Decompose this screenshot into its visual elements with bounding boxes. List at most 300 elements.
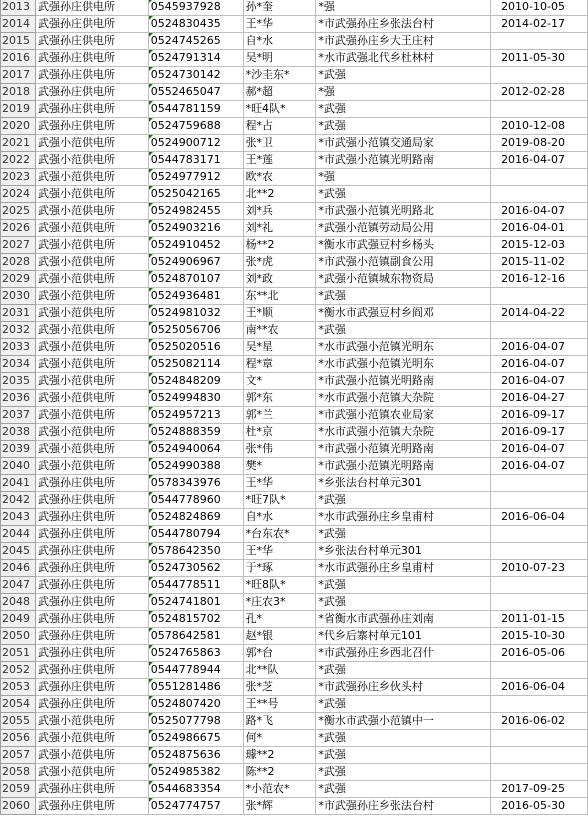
cell-unit[interactable]: 武强小范供电所 — [35, 237, 148, 254]
cell-date[interactable]: 2016-04-07 — [490, 339, 587, 356]
cell-unit[interactable]: 武强孙庄供电所 — [35, 560, 148, 577]
cell-address[interactable]: *武强 — [316, 186, 491, 203]
cell-date[interactable] — [490, 67, 587, 84]
row-number[interactable]: 2027 — [1, 237, 36, 254]
cell-name[interactable]: 东**北 — [243, 288, 316, 305]
row-number[interactable]: 2029 — [1, 271, 36, 288]
cell-date[interactable] — [490, 322, 587, 339]
cell-address[interactable]: *水市武强孙庄乡皇甫村 — [316, 560, 491, 577]
row-number[interactable]: 2047 — [1, 577, 36, 594]
row-number[interactable]: 2057 — [1, 747, 36, 764]
cell-unit[interactable]: 武强孙庄供电所 — [35, 492, 148, 509]
cell-address[interactable]: *衡水市武强豆村乡杨头 — [316, 237, 491, 254]
row-number[interactable]: 2043 — [1, 509, 36, 526]
cell-account[interactable]: 0524875636 — [148, 747, 243, 764]
cell-unit[interactable]: 武强孙庄供电所 — [35, 84, 148, 101]
row-number[interactable]: 2060 — [1, 798, 36, 815]
cell-name[interactable]: 王*莲 — [243, 152, 316, 169]
cell-name[interactable]: 文* — [243, 373, 316, 390]
cell-account[interactable]: 0552465047 — [148, 84, 243, 101]
cell-unit[interactable]: 武强小范供电所 — [35, 764, 148, 781]
cell-address[interactable]: *武强 — [316, 577, 491, 594]
cell-unit[interactable]: 武强小范供电所 — [35, 254, 148, 271]
cell-address[interactable]: *省衡水市武强孙庄刘南 — [316, 611, 491, 628]
cell-account[interactable]: 0524910452 — [148, 237, 243, 254]
cell-account[interactable]: 0551281486 — [148, 679, 243, 696]
cell-date[interactable] — [490, 492, 587, 509]
cell-date[interactable]: 2016-09-17 — [490, 424, 587, 441]
row-number[interactable]: 2042 — [1, 492, 36, 509]
row-number[interactable]: 2053 — [1, 679, 36, 696]
cell-account[interactable]: 0525082114 — [148, 356, 243, 373]
row-number[interactable]: 2041 — [1, 475, 36, 492]
cell-date[interactable]: 2010-07-23 — [490, 560, 587, 577]
row-number[interactable]: 2020 — [1, 118, 36, 135]
cell-name[interactable]: 杨**2 — [243, 237, 316, 254]
cell-address[interactable]: *市武强孙庄乡张法台村 — [316, 798, 491, 815]
cell-name[interactable]: 南**农 — [243, 322, 316, 339]
cell-address[interactable]: *市武强小范镇光明路南 — [316, 152, 491, 169]
cell-date[interactable]: 2016-04-07 — [490, 373, 587, 390]
cell-name[interactable]: 王*华 — [243, 475, 316, 492]
row-number[interactable]: 2059 — [1, 781, 36, 798]
cell-name[interactable]: *沙圭东* — [243, 67, 316, 84]
cell-account[interactable]: 0524981032 — [148, 305, 243, 322]
cell-address[interactable]: *水市武强小范镇大杂院 — [316, 424, 491, 441]
cell-name[interactable]: 吴*星 — [243, 339, 316, 356]
cell-address[interactable]: *水市武强小范镇光明东 — [316, 339, 491, 356]
row-number[interactable]: 2022 — [1, 152, 36, 169]
cell-unit[interactable]: 武强孙庄供电所 — [35, 645, 148, 662]
row-number[interactable]: 2028 — [1, 254, 36, 271]
cell-address[interactable]: *市武强小范镇交通局家 — [316, 135, 491, 152]
table-row — [1, 33, 588, 50]
cell-address[interactable]: *市武强小范镇光明路南 — [316, 458, 491, 475]
cell-name[interactable]: 北**队 — [243, 662, 316, 679]
cell-name[interactable]: 欧*农 — [243, 169, 316, 186]
cell-unit[interactable]: 武强孙庄供电所 — [35, 526, 148, 543]
cell-unit[interactable]: 武强小范供电所 — [35, 424, 148, 441]
cell-account[interactable]: 0524936481 — [148, 288, 243, 305]
cell-unit[interactable]: 武强小范供电所 — [35, 390, 148, 407]
cell-date[interactable]: 2014-04-22 — [490, 305, 587, 322]
cell-date[interactable]: 2014-02-17 — [490, 16, 587, 33]
cell-account[interactable]: 0578642581 — [148, 628, 243, 645]
table-row — [1, 356, 588, 373]
row-number[interactable]: 2056 — [1, 730, 36, 747]
cell-account[interactable]: 0524940064 — [148, 441, 243, 458]
cell-date[interactable]: 2016-04-07 — [490, 203, 587, 220]
cell-address[interactable]: *武强小范镇城东物资局 — [316, 271, 491, 288]
cell-name[interactable]: 孙*奎 — [243, 0, 316, 16]
cell-address[interactable]: *武强 — [316, 322, 491, 339]
cell-account[interactable]: 0524807420 — [148, 696, 243, 713]
cell-unit[interactable]: 武强孙庄供电所 — [35, 577, 148, 594]
cell-date[interactable]: 2015-11-02 — [490, 254, 587, 271]
cell-account[interactable]: 0524985382 — [148, 764, 243, 781]
cell-name[interactable]: 张*辉 — [243, 798, 316, 815]
cell-unit[interactable]: 武强孙庄供电所 — [35, 118, 148, 135]
cell-name[interactable]: 刘*礼 — [243, 220, 316, 237]
cell-address[interactable]: *市武强小范镇光明路南 — [316, 373, 491, 390]
cell-date[interactable]: 2016-06-02 — [490, 713, 587, 730]
cell-name[interactable]: 王*华 — [243, 543, 316, 560]
cell-address[interactable]: *武强 — [316, 288, 491, 305]
cell-date[interactable]: 2016-04-07 — [490, 441, 587, 458]
cell-address[interactable]: *武强 — [316, 730, 491, 747]
cell-date[interactable]: 2016-04-07 — [490, 356, 587, 373]
cell-date[interactable] — [490, 543, 587, 560]
cell-date[interactable] — [490, 526, 587, 543]
cell-date[interactable] — [490, 764, 587, 781]
cell-unit[interactable]: 武强小范供电所 — [35, 713, 148, 730]
cell-address[interactable]: *武强 — [316, 101, 491, 118]
cell-address[interactable]: *强 — [316, 84, 491, 101]
row-number[interactable]: 2046 — [1, 560, 36, 577]
cell-name[interactable]: 张*芝 — [243, 679, 316, 696]
cell-account[interactable]: 0524741801 — [148, 594, 243, 611]
cell-unit[interactable]: 武强孙庄供电所 — [35, 67, 148, 84]
cell-unit[interactable]: 武强小范供电所 — [35, 271, 148, 288]
cell-address[interactable]: *市武强孙庄乡张法台村 — [316, 16, 491, 33]
cell-name[interactable]: 程*占 — [243, 118, 316, 135]
cell-unit[interactable]: 武强孙庄供电所 — [35, 696, 148, 713]
row-number[interactable]: 2037 — [1, 407, 36, 424]
cell-unit[interactable]: 武强小范供电所 — [35, 373, 148, 390]
cell-address[interactable]: *水市武强小范镇光明东 — [316, 356, 491, 373]
cell-name[interactable]: 张*伟 — [243, 441, 316, 458]
cell-unit[interactable]: 武强孙庄供电所 — [35, 662, 148, 679]
cell-account[interactable]: 0525056706 — [148, 322, 243, 339]
cell-name[interactable]: 王*顺 — [243, 305, 316, 322]
row-number[interactable]: 2051 — [1, 645, 36, 662]
cell-date[interactable]: 2016-05-30 — [490, 798, 587, 815]
row-number[interactable]: 2052 — [1, 662, 36, 679]
cell-address[interactable]: *市武强孙庄乡西北召什 — [316, 645, 491, 662]
row-number[interactable]: 2033 — [1, 339, 36, 356]
cell-address[interactable]: *水市武强北代乡杜林村 — [316, 50, 491, 67]
cell-account[interactable]: 0524745265 — [148, 33, 243, 50]
cell-account[interactable]: 0524870107 — [148, 271, 243, 288]
cell-date[interactable] — [490, 696, 587, 713]
cell-name[interactable]: 北**2 — [243, 186, 316, 203]
cell-unit[interactable]: 武强孙庄供电所 — [35, 781, 148, 798]
cell-address[interactable]: *强 — [316, 0, 491, 16]
cell-account[interactable]: 0578343976 — [148, 475, 243, 492]
row-number[interactable]: 2045 — [1, 543, 36, 560]
cell-address[interactable]: *武强 — [316, 594, 491, 611]
cell-account[interactable]: 0544778960 — [148, 492, 243, 509]
cell-account[interactable]: 0544778511 — [148, 577, 243, 594]
cell-name[interactable]: 孔* — [243, 611, 316, 628]
cell-date[interactable] — [490, 577, 587, 594]
cell-address[interactable]: *武强 — [316, 662, 491, 679]
cell-account[interactable]: 0524888359 — [148, 424, 243, 441]
cell-date[interactable]: 2016-06-04 — [490, 679, 587, 696]
cell-date[interactable]: 2011-05-30 — [490, 50, 587, 67]
cell-name[interactable]: 郭*兰 — [243, 407, 316, 424]
row-number[interactable]: 2058 — [1, 764, 36, 781]
cell-account[interactable]: 0524903216 — [148, 220, 243, 237]
cell-name[interactable]: *旺4队* — [243, 101, 316, 118]
cell-address[interactable]: *代乡后寨村单元101 — [316, 628, 491, 645]
row-number[interactable]: 2054 — [1, 696, 36, 713]
row-number[interactable]: 2016 — [1, 50, 36, 67]
cell-unit[interactable]: 武强小范供电所 — [35, 169, 148, 186]
cell-address[interactable]: *乡张法台村单元301 — [316, 543, 491, 560]
cell-account[interactable]: 0524824869 — [148, 509, 243, 526]
table-row — [1, 645, 588, 662]
cell-name[interactable]: 程*章 — [243, 356, 316, 373]
cell-date[interactable]: 2016-05-06 — [490, 645, 587, 662]
cell-account[interactable]: 0544778944 — [148, 662, 243, 679]
cell-account[interactable]: 0544781159 — [148, 101, 243, 118]
cell-name[interactable]: 杜*京 — [243, 424, 316, 441]
cell-name[interactable]: 张*虎 — [243, 254, 316, 271]
cell-account[interactable]: 0524990388 — [148, 458, 243, 475]
cell-date[interactable] — [490, 747, 587, 764]
cell-name[interactable]: 王*华 — [243, 16, 316, 33]
cell-name[interactable]: 吴*明 — [243, 50, 316, 67]
cell-unit[interactable]: 武强小范供电所 — [35, 152, 148, 169]
cell-name[interactable]: 刘*兵 — [243, 203, 316, 220]
cell-account[interactable]: 0524759688 — [148, 118, 243, 135]
cell-name[interactable]: 王**号 — [243, 696, 316, 713]
row-number[interactable]: 2030 — [1, 288, 36, 305]
row-number[interactable]: 2049 — [1, 611, 36, 628]
cell-date[interactable]: 2010-10-05 — [490, 0, 587, 16]
cell-address[interactable]: *武强 — [316, 764, 491, 781]
row-number[interactable]: 2031 — [1, 305, 36, 322]
cell-account[interactable]: 0544783171 — [148, 152, 243, 169]
cell-unit[interactable]: 武强孙庄供电所 — [35, 594, 148, 611]
row-number[interactable]: 2039 — [1, 441, 36, 458]
table-row — [1, 322, 588, 339]
cell-unit[interactable]: 武强小范供电所 — [35, 203, 148, 220]
cell-date[interactable]: 2016-04-27 — [490, 390, 587, 407]
row-number[interactable]: 2017 — [1, 67, 36, 84]
row-number[interactable]: 2034 — [1, 356, 36, 373]
cell-account[interactable]: 0524830435 — [148, 16, 243, 33]
cell-address[interactable]: *市武强孙庄乡伙头村 — [316, 679, 491, 696]
cell-account[interactable]: 0525077798 — [148, 713, 243, 730]
cell-unit[interactable]: 武强孙庄供电所 — [35, 101, 148, 118]
row-number[interactable]: 2024 — [1, 186, 36, 203]
cell-address[interactable]: *武强 — [316, 118, 491, 135]
cell-unit[interactable]: 武强小范供电所 — [35, 356, 148, 373]
cell-unit[interactable]: 武强孙庄供电所 — [35, 611, 148, 628]
cell-account[interactable]: 0524957213 — [148, 407, 243, 424]
cell-unit[interactable]: 武强孙庄供电所 — [35, 543, 148, 560]
row-number[interactable]: 2014 — [1, 16, 36, 33]
cell-unit[interactable]: 武强小范供电所 — [35, 747, 148, 764]
cell-date[interactable]: 2016-09-17 — [490, 407, 587, 424]
cell-account[interactable]: 0525020516 — [148, 339, 243, 356]
cell-name[interactable]: 郝*超 — [243, 84, 316, 101]
cell-date[interactable]: 2016-04-07 — [490, 152, 587, 169]
cell-date[interactable] — [490, 730, 587, 747]
table-row — [1, 458, 588, 475]
cell-address[interactable]: *强 — [316, 169, 491, 186]
cell-date[interactable]: 2010-12-08 — [490, 118, 587, 135]
cell-address[interactable]: *水市武强小范镇大杂院 — [316, 390, 491, 407]
cell-account[interactable]: 0524982455 — [148, 203, 243, 220]
cell-address[interactable]: *市武强小范镇农业局家 — [316, 407, 491, 424]
cell-address[interactable]: *武强 — [316, 747, 491, 764]
cell-date[interactable]: 2015-10-30 — [490, 628, 587, 645]
cell-name[interactable]: *旺8队* — [243, 577, 316, 594]
cell-name[interactable]: 自*水 — [243, 509, 316, 526]
cell-name[interactable]: 路*飞 — [243, 713, 316, 730]
table-row — [1, 424, 588, 441]
cell-account[interactable]: 0524986675 — [148, 730, 243, 747]
cell-date[interactable]: 2012-02-28 — [490, 84, 587, 101]
cell-address[interactable]: *武强小范镇劳动局公用 — [316, 220, 491, 237]
cell-unit[interactable]: 武强孙庄供电所 — [35, 16, 148, 33]
table-row — [1, 135, 588, 152]
cell-unit[interactable]: 武强孙庄供电所 — [35, 679, 148, 696]
cell-date[interactable]: 2016-04-07 — [490, 458, 587, 475]
cell-address[interactable]: *武强 — [316, 696, 491, 713]
cell-account[interactable]: 0524774757 — [148, 798, 243, 815]
cell-account[interactable]: 0524848209 — [148, 373, 243, 390]
cell-account[interactable]: 0524730562 — [148, 560, 243, 577]
cell-unit[interactable]: 武强小范供电所 — [35, 305, 148, 322]
cell-address[interactable]: *乡张法台村单元301 — [316, 475, 491, 492]
cell-name[interactable]: 郭*台 — [243, 645, 316, 662]
table-row — [1, 594, 588, 611]
cell-unit[interactable]: 武强孙庄供电所 — [35, 33, 148, 50]
cell-date[interactable]: 2015-12-03 — [490, 237, 587, 254]
cell-unit[interactable]: 武强小范供电所 — [35, 339, 148, 356]
row-number[interactable]: 2050 — [1, 628, 36, 645]
cell-address[interactable]: *市武强小范镇副食公用 — [316, 254, 491, 271]
cell-account[interactable]: 0578642350 — [148, 543, 243, 560]
cell-name[interactable]: 樊* — [243, 458, 316, 475]
row-number[interactable]: 2026 — [1, 220, 36, 237]
cell-account[interactable]: 0524977912 — [148, 169, 243, 186]
cell-address[interactable]: *武强 — [316, 492, 491, 509]
cell-name[interactable]: 赵*银 — [243, 628, 316, 645]
row-number[interactable]: 2013 — [1, 0, 36, 16]
cell-date[interactable]: 2011-01-15 — [490, 611, 587, 628]
cell-date[interactable]: 2016-12-16 — [490, 271, 587, 288]
cell-name[interactable]: 张*卫 — [243, 135, 316, 152]
cell-unit[interactable]: 武强孙庄供电所 — [35, 475, 148, 492]
cell-account[interactable]: 0524791314 — [148, 50, 243, 67]
cell-account[interactable]: 0524765863 — [148, 645, 243, 662]
cell-unit[interactable]: 武强孙庄供电所 — [35, 628, 148, 645]
cell-address[interactable]: *武强 — [316, 526, 491, 543]
cell-unit[interactable]: 武强小范供电所 — [35, 458, 148, 475]
row-number[interactable]: 2019 — [1, 101, 36, 118]
cell-address[interactable]: *市武强孙庄乡大王庄村 — [316, 33, 491, 50]
cell-name[interactable]: *小范农* — [243, 781, 316, 798]
cell-name[interactable]: 刘*政 — [243, 271, 316, 288]
cell-address[interactable]: *水市武强孙庄乡皇甫村 — [316, 509, 491, 526]
cell-name[interactable]: *庄农3* — [243, 594, 316, 611]
cell-date[interactable]: 2019-08-20 — [490, 135, 587, 152]
cell-unit[interactable]: 武强小范供电所 — [35, 135, 148, 152]
row-number[interactable]: 2021 — [1, 135, 36, 152]
cell-date[interactable]: 2016-06-04 — [490, 509, 587, 526]
row-number[interactable]: 2015 — [1, 33, 36, 50]
cell-unit[interactable]: 武强小范供电所 — [35, 322, 148, 339]
row-number[interactable]: 2023 — [1, 169, 36, 186]
row-number[interactable]: 2040 — [1, 458, 36, 475]
cell-name[interactable]: 何* — [243, 730, 316, 747]
table-row — [1, 50, 588, 67]
cell-address[interactable]: *武强 — [316, 67, 491, 84]
cell-account[interactable]: 0524900712 — [148, 135, 243, 152]
cell-account[interactable]: 0544780794 — [148, 526, 243, 543]
cell-unit[interactable]: 武强孙庄供电所 — [35, 50, 148, 67]
cell-unit[interactable]: 武强小范供电所 — [35, 288, 148, 305]
row-number[interactable]: 2032 — [1, 322, 36, 339]
cell-address[interactable]: *市武强小范镇光明路北 — [316, 203, 491, 220]
row-number[interactable]: 2025 — [1, 203, 36, 220]
row-number[interactable]: 2018 — [1, 84, 36, 101]
cell-account[interactable]: 0545937928 — [148, 0, 243, 16]
row-number[interactable]: 2035 — [1, 373, 36, 390]
cell-date[interactable] — [490, 33, 587, 50]
cell-address[interactable]: *衡水市武强小范镇中一 — [316, 713, 491, 730]
cell-unit[interactable]: 武强小范供电所 — [35, 407, 148, 424]
row-number[interactable]: 2055 — [1, 713, 36, 730]
cell-date[interactable] — [490, 594, 587, 611]
cell-address[interactable]: *市武强小范镇光明路南 — [316, 441, 491, 458]
cell-date[interactable] — [490, 662, 587, 679]
cell-account[interactable]: 0524730142 — [148, 67, 243, 84]
row-number[interactable]: 2038 — [1, 424, 36, 441]
cell-name[interactable]: *台东农* — [243, 526, 316, 543]
cell-unit[interactable]: 武强小范供电所 — [35, 220, 148, 237]
cell-address[interactable]: *衡水市武强豆村乡阎邓 — [316, 305, 491, 322]
cell-date[interactable] — [490, 288, 587, 305]
cell-name[interactable]: 陈**2 — [243, 764, 316, 781]
table-row — [1, 560, 588, 577]
cell-name[interactable]: 自*水 — [243, 33, 316, 50]
cell-unit[interactable]: 武强孙庄供电所 — [35, 798, 148, 815]
cell-account[interactable]: 0525042165 — [148, 186, 243, 203]
cell-account[interactable]: 0524906967 — [148, 254, 243, 271]
cell-name[interactable]: 璩**2 — [243, 747, 316, 764]
cell-date[interactable] — [490, 186, 587, 203]
table-row — [1, 254, 588, 271]
cell-name[interactable]: 郭*东 — [243, 390, 316, 407]
cell-date[interactable] — [490, 475, 587, 492]
row-number[interactable]: 2048 — [1, 594, 36, 611]
cell-address[interactable]: *武强 — [316, 781, 491, 798]
cell-unit[interactable]: 武强孙庄供电所 — [35, 0, 148, 16]
row-number[interactable]: 2036 — [1, 390, 36, 407]
cell-date[interactable]: 2016-04-01 — [490, 220, 587, 237]
cell-account[interactable]: 0524994830 — [148, 390, 243, 407]
cell-date[interactable]: 2017-09-25 — [490, 781, 587, 798]
table-row — [1, 84, 588, 101]
cell-name[interactable]: 于*琢 — [243, 560, 316, 577]
cell-account[interactable]: 0524815702 — [148, 611, 243, 628]
cell-unit[interactable]: 武强孙庄供电所 — [35, 509, 148, 526]
cell-date[interactable] — [490, 169, 587, 186]
cell-account[interactable]: 0544683354 — [148, 781, 243, 798]
cell-date[interactable] — [490, 101, 587, 118]
cell-unit[interactable]: 武强小范供电所 — [35, 441, 148, 458]
row-number[interactable]: 2044 — [1, 526, 36, 543]
cell-unit[interactable]: 武强小范供电所 — [35, 186, 148, 203]
cell-unit[interactable]: 武强小范供电所 — [35, 730, 148, 747]
cell-name[interactable]: *旺7队* — [243, 492, 316, 509]
